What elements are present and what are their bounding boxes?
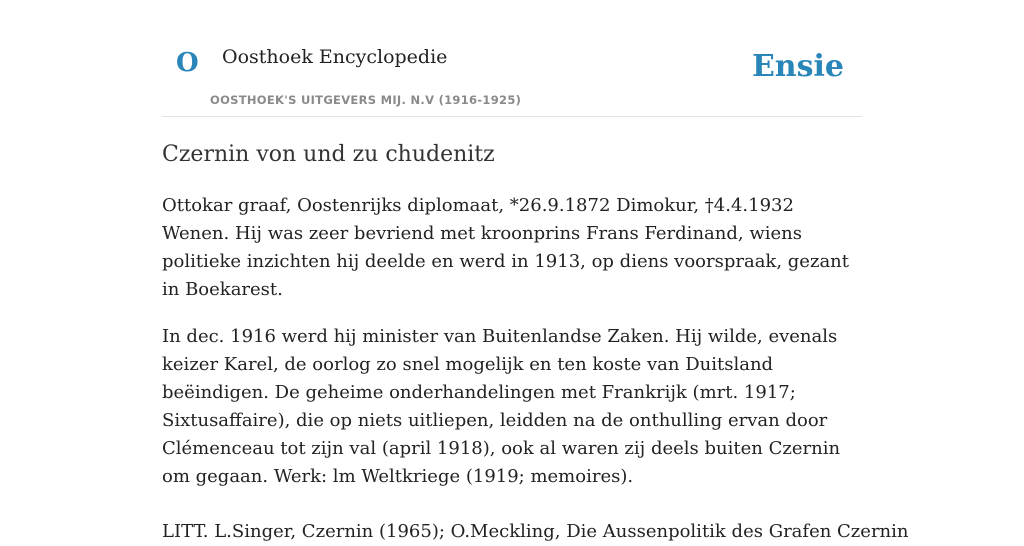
- page-container: [162, 0, 909, 546]
- article-paragraph: Ottokar graaf, Oostenrijks diplomaat, *26.9.1872 Dimokur, †4.4.1932 Wenen. Hij was zeer bevriend met kroonprins Frans Ferdinand, wiens politieke inzichten hij deelde en werd in 1913, op diens voorspraak, gezant in Boekarest.: [162, 194, 849, 300]
- ensie-brand-link[interactable]: Ensie: [751, 49, 844, 84]
- article-title: Czernin von und zu chudenitz: [162, 142, 495, 167]
- header: [162, 0, 862, 117]
- logo-icon[interactable]: O: [176, 48, 199, 78]
- literature-paragraph: LITT. L.Singer, Czernin (1965); O.Meckling, Die Aussenpolitik des Grafen Czernin: [162, 520, 909, 542]
- article-paragraph: In dec. 1916 werd hij minister van Buitenlandse Zaken. Hij wilde, evenals keizer Karel, de oorlog zo snel mogelijk en ten koste van Duitsland beëindigen. De geheime onderhandelingen met Frankrijk (mrt. 1917; Sixtusaffaire), die op niets uitliepen, leidden na de onthulling ervan door Clémenceau tot zijn val (april 1918), ook al waren zij deels buiten Czernin om gegaan. Werk: lm Weltkriege (1919; memoires).: [162, 325, 841, 487]
- publisher-label: OOSTHOEK'S UITGEVERS MIJ. N.V (1916-1925): [210, 93, 522, 107]
- book-title[interactable]: Oosthoek Encyclopedie: [222, 46, 448, 68]
